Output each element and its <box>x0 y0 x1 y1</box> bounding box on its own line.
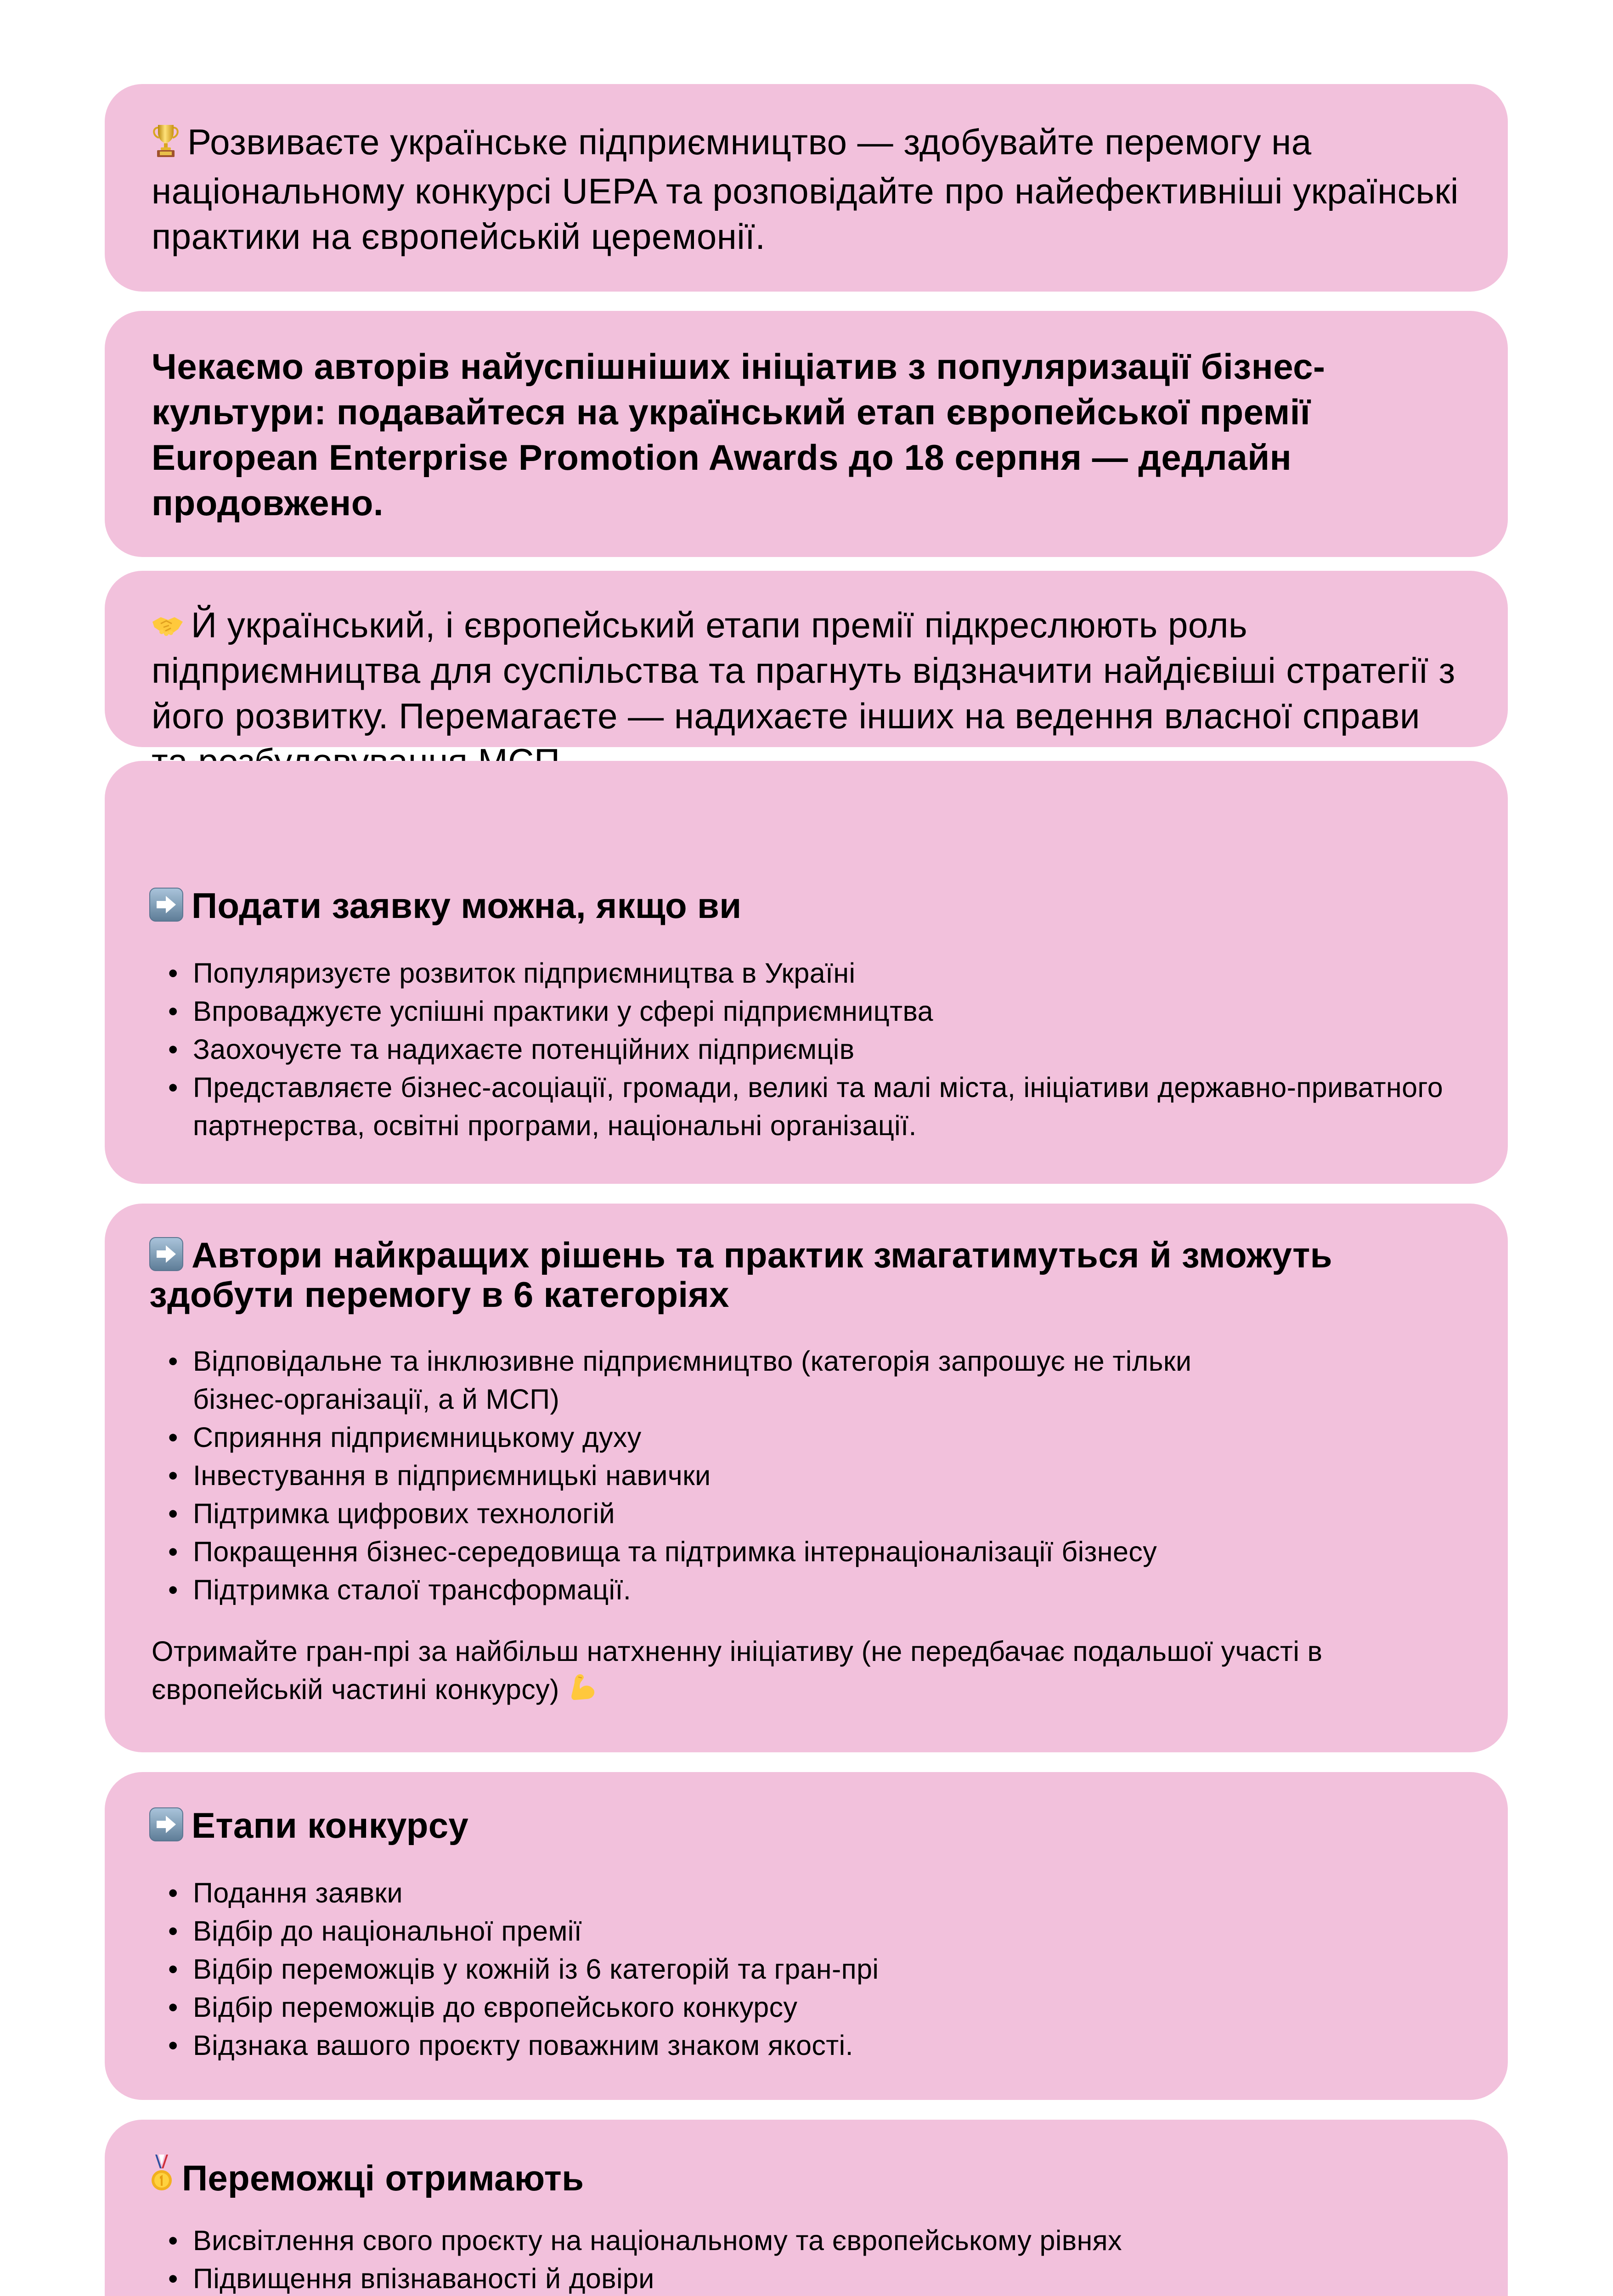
categories-card <box>105 1204 1508 1752</box>
list-item <box>152 2222 1462 2260</box>
list-item-text: Відбір переможців до європейського конкурсу <box>193 1992 798 2023</box>
list-item <box>152 1030 1471 1069</box>
list-item <box>152 1069 1471 1145</box>
bullet: • <box>168 1034 178 1065</box>
list-item <box>152 1912 1462 1950</box>
categories-heading-text: Автори найкращих рішень та практик змагатимуться й зможуть здобути перемогу в 6 категоріях <box>149 1235 1332 1315</box>
call-card <box>105 311 1508 557</box>
bullet: • <box>168 1877 178 1908</box>
bullet: • <box>168 1345 178 1377</box>
list-item-text: Подання заявки <box>193 1877 403 1908</box>
bullet: • <box>168 2030 178 2061</box>
list-item-text: Інвестування в підприємницькі навички <box>193 1460 711 1491</box>
stages-heading <box>149 1806 468 1845</box>
eligibility-card <box>105 761 1508 1184</box>
list-item-text: Підтримка цифрових технологій <box>193 1498 615 1529</box>
first-place-medal-icon <box>151 2155 173 2200</box>
list-item <box>152 1874 1462 1912</box>
bullet: • <box>168 2225 178 2256</box>
list-item <box>152 2260 1462 2296</box>
right-arrow-icon <box>149 1237 183 1271</box>
stages-list <box>152 1874 1462 2065</box>
list-item-text: Сприяння підприємницькому духу <box>193 1422 642 1453</box>
stages-card <box>105 1772 1508 2100</box>
bullet: • <box>168 1992 178 2023</box>
list-item <box>152 1533 1232 1571</box>
flexed-biceps-icon <box>570 1672 596 1711</box>
intro-paragraph: Розвиваєте українське підприємництво — здобувайте перемогу на національному конкурсі UEPA та розповідайте про найефективніші українські практики на європейській церемонії. <box>152 122 1459 257</box>
list-item <box>152 1495 1232 1533</box>
list-item <box>152 1950 1462 1988</box>
winners-heading-text: Переможці отримають <box>182 2158 584 2198</box>
list-item <box>152 954 1471 992</box>
list-item-text: Підвищення впізнаваності й довіри <box>193 2263 654 2294</box>
trophy-icon <box>152 123 180 169</box>
winners-list <box>152 2222 1462 2296</box>
categories-heading <box>149 1235 1462 1314</box>
handshake-icon <box>152 602 184 647</box>
stages-importance-card <box>105 571 1508 747</box>
list-item-text: Заохочуєте та надихаєте потенційних підприємців <box>193 1034 855 1065</box>
list-item <box>152 992 1471 1030</box>
list-item-text: Відбір до національної премії <box>193 1915 582 1947</box>
intro-text <box>152 119 1462 259</box>
list-item <box>152 1342 1232 1418</box>
eligibility-heading-text: Подати заявку можна, якщо ви <box>192 885 742 926</box>
categories-list <box>152 1342 1232 1609</box>
list-item-text: Відбір переможців у кожній із 6 категорій та гран-прі <box>193 1953 879 1985</box>
grand-prix-note <box>152 1632 1462 1711</box>
call-text: Чекаємо авторів найуспішніших ініціатив з популяризації бізнес-культури: подавайтеся на український етап європейської премії European Enterprise Promotion Awards до 18 серпня — дедлайн продовжено. <box>152 346 1325 523</box>
intro-card <box>105 84 1508 292</box>
bullet: • <box>168 1422 178 1453</box>
bullet: • <box>168 2263 178 2294</box>
list-item-text: Відзнака вашого проєкту поважним знаком якості. <box>193 2030 853 2061</box>
right-arrow-icon <box>149 1807 183 1841</box>
stages-heading-text: Етапи конкурсу <box>192 1805 469 1846</box>
winners-card <box>105 2120 1508 2296</box>
importance-paragraph: Й український, і європейський етапи премії підкреслюють роль підприємництва для суспільства та прагнуть відзначити найдієвіші стратегії з його розвитку. Перемагаєте — надихаєте інших на ведення власної справи <box>152 605 1455 736</box>
list-item-text: Популяризуєте розвиток підприємництва в Україні <box>193 957 856 989</box>
list-item-text: Покращення бізнес-середовища та підтримка інтернаціоналізації бізнесу <box>193 1536 1157 1567</box>
bullet: • <box>168 1536 178 1567</box>
eligibility-heading <box>149 886 741 925</box>
list-item <box>152 2026 1462 2065</box>
eligibility-list <box>152 954 1471 1145</box>
list-item <box>152 1418 1232 1457</box>
list-item-text: Відповідальне та інклюзивне підприємництво (категорія запрошує не тільки бізнес-організації, а й МСП) <box>193 1345 1192 1415</box>
list-item <box>152 1571 1232 1609</box>
bullet: • <box>168 996 178 1027</box>
bullet: • <box>168 1953 178 1985</box>
list-item-text: Впроваджуєте успішні практики у сфері підприємництва <box>193 996 933 1027</box>
bullet: • <box>168 1072 178 1103</box>
list-item-text: Висвітлення свого проєкту на національному та європейському рівнях <box>193 2225 1122 2256</box>
importance-text <box>152 602 1462 784</box>
bullet: • <box>168 1460 178 1491</box>
bullet: • <box>168 957 178 989</box>
bullet: • <box>168 1574 178 1605</box>
list-item-text: Представляєте бізнес-асоціації, громади, великі та малі міста, ініціативи державно-приватного партнерства, освітні програми, національні організації. <box>193 1072 1444 1141</box>
right-arrow-icon <box>149 888 183 922</box>
bullet: • <box>168 1498 178 1529</box>
list-item-text: Підтримка сталої трансформації. <box>193 1574 632 1605</box>
list-item <box>152 1457 1232 1495</box>
grand-prix-note-text: Отримайте гран-прі за найбільш натхненну ініціативу (не передбачає подальшої участі в європейській частині конкурсу) <box>152 1636 1323 1705</box>
winners-heading <box>151 2155 584 2200</box>
bullet: • <box>168 1915 178 1947</box>
list-item <box>152 1988 1462 2026</box>
